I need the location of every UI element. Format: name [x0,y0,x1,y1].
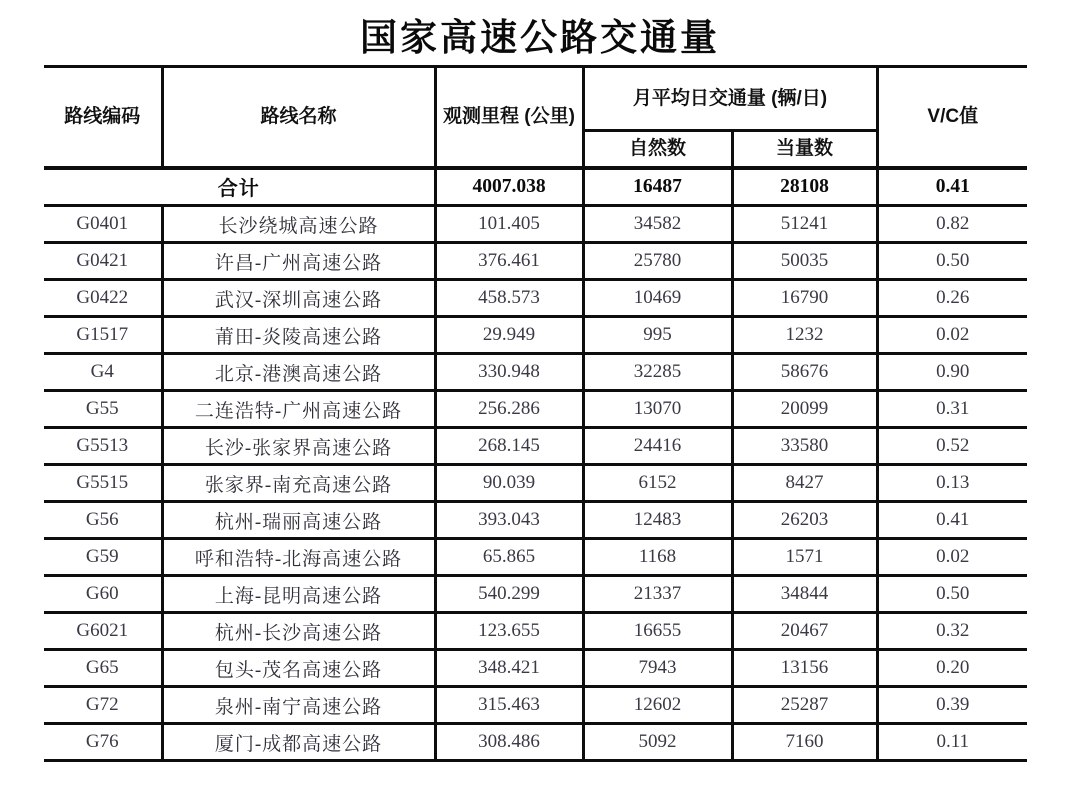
table-header [44,67,1027,168]
natural-cell: 12602 [583,687,732,724]
vc-cell: 0.32 [877,613,1027,650]
vc-cell: 0.13 [877,465,1027,502]
vc-cell: 0.50 [877,576,1027,613]
equivalent-cell: 8427 [732,465,877,502]
summary-label: 合计 [44,168,435,206]
name-cell: 上海-昆明高速公路 [162,576,435,613]
equivalent-cell: 16790 [732,280,877,317]
mileage-cell: 268.145 [435,428,583,465]
mileage-cell: 256.286 [435,391,583,428]
natural-cell: 12483 [583,502,732,539]
header-mileage: 观测里程 (公里) [435,67,583,168]
vc-cell: 0.31 [877,391,1027,428]
natural-cell: 1168 [583,539,732,576]
table-row [44,391,1027,428]
header-equivalent: 当量数 [732,131,877,168]
name-cell: 张家界-南充高速公路 [162,465,435,502]
header-natural: 自然数 [583,131,732,168]
vc-cell: 0.82 [877,206,1027,243]
mileage-cell: 308.486 [435,724,583,761]
mileage-cell: 376.461 [435,243,583,280]
code-cell: G76 [44,724,162,761]
natural-cell: 25780 [583,243,732,280]
table-row [44,539,1027,576]
table-row [44,280,1027,317]
natural-cell: 32285 [583,354,732,391]
summary-equivalent: 28108 [732,168,877,206]
equivalent-cell: 1232 [732,317,877,354]
natural-cell: 995 [583,317,732,354]
name-cell: 二连浩特-广州高速公路 [162,391,435,428]
natural-cell: 16655 [583,613,732,650]
vc-cell: 0.26 [877,280,1027,317]
mileage-cell: 65.865 [435,539,583,576]
equivalent-cell: 33580 [732,428,877,465]
mileage-cell: 29.949 [435,317,583,354]
vc-cell: 0.50 [877,243,1027,280]
header-route-name: 路线名称 [162,67,435,168]
name-cell: 武汉-深圳高速公路 [162,280,435,317]
equivalent-cell: 20099 [732,391,877,428]
table-row [44,317,1027,354]
table-row [44,428,1027,465]
code-cell: G72 [44,687,162,724]
code-cell: G56 [44,502,162,539]
name-cell: 长沙绕城高速公路 [162,206,435,243]
name-cell: 包头-茂名高速公路 [162,650,435,687]
natural-cell: 5092 [583,724,732,761]
code-cell: G55 [44,391,162,428]
vc-cell: 0.02 [877,317,1027,354]
table-row [44,354,1027,391]
table-row [44,502,1027,539]
table-body [44,168,1027,761]
mileage-cell: 123.655 [435,613,583,650]
natural-cell: 21337 [583,576,732,613]
natural-cell: 6152 [583,465,732,502]
table-row [44,613,1027,650]
code-cell: G6021 [44,613,162,650]
vc-cell: 0.11 [877,724,1027,761]
vc-cell: 0.20 [877,650,1027,687]
name-cell: 北京-港澳高速公路 [162,354,435,391]
equivalent-cell: 20467 [732,613,877,650]
mileage-cell: 101.405 [435,206,583,243]
name-cell: 杭州-长沙高速公路 [162,613,435,650]
natural-cell: 24416 [583,428,732,465]
equivalent-cell: 58676 [732,354,877,391]
equivalent-cell: 34844 [732,576,877,613]
table-row [44,724,1027,761]
equivalent-cell: 26203 [732,502,877,539]
vc-cell: 0.41 [877,502,1027,539]
equivalent-cell: 7160 [732,724,877,761]
natural-cell: 34582 [583,206,732,243]
summary-vc: 0.41 [877,168,1027,206]
header-traffic-group: 月平均日交通量 (辆/日) [583,67,877,131]
code-cell: G4 [44,354,162,391]
mileage-cell: 458.573 [435,280,583,317]
name-cell: 泉州-南宁高速公路 [162,687,435,724]
table-row [44,687,1027,724]
header-vc: V/C值 [877,67,1027,168]
vc-cell: 0.52 [877,428,1027,465]
summary-mileage: 4007.038 [435,168,583,206]
mileage-cell: 540.299 [435,576,583,613]
natural-cell: 10469 [583,280,732,317]
code-cell: G0401 [44,206,162,243]
summary-natural: 16487 [583,168,732,206]
table-row [44,650,1027,687]
code-cell: G0422 [44,280,162,317]
table-row [44,206,1027,243]
name-cell: 长沙-张家界高速公路 [162,428,435,465]
page-title: 国家高速公路交通量 [360,18,720,59]
table-row [44,465,1027,502]
natural-cell: 13070 [583,391,732,428]
code-cell: G60 [44,576,162,613]
mileage-cell: 330.948 [435,354,583,391]
code-cell: G65 [44,650,162,687]
code-cell: G5513 [44,428,162,465]
name-cell: 许昌-广州高速公路 [162,243,435,280]
name-cell: 厦门-成都高速公路 [162,724,435,761]
mileage-cell: 315.463 [435,687,583,724]
equivalent-cell: 51241 [732,206,877,243]
name-cell: 杭州-瑞丽高速公路 [162,502,435,539]
mileage-cell: 90.039 [435,465,583,502]
mileage-cell: 393.043 [435,502,583,539]
vc-cell: 0.90 [877,354,1027,391]
code-cell: G59 [44,539,162,576]
natural-cell: 7943 [583,650,732,687]
header-row-main [44,67,1027,131]
name-cell: 莆田-炎陵高速公路 [162,317,435,354]
table-row [44,576,1027,613]
equivalent-cell: 1571 [732,539,877,576]
vc-cell: 0.02 [877,539,1027,576]
table-row [44,243,1027,280]
traffic-table [44,65,1027,762]
summary-row [44,168,1027,206]
code-cell: G0421 [44,243,162,280]
equivalent-cell: 25287 [732,687,877,724]
equivalent-cell: 13156 [732,650,877,687]
mileage-cell: 348.421 [435,650,583,687]
header-route-code: 路线编码 [44,67,162,168]
name-cell: 呼和浩特-北海高速公路 [162,539,435,576]
vc-cell: 0.39 [877,687,1027,724]
code-cell: G1517 [44,317,162,354]
equivalent-cell: 50035 [732,243,877,280]
code-cell: G5515 [44,465,162,502]
